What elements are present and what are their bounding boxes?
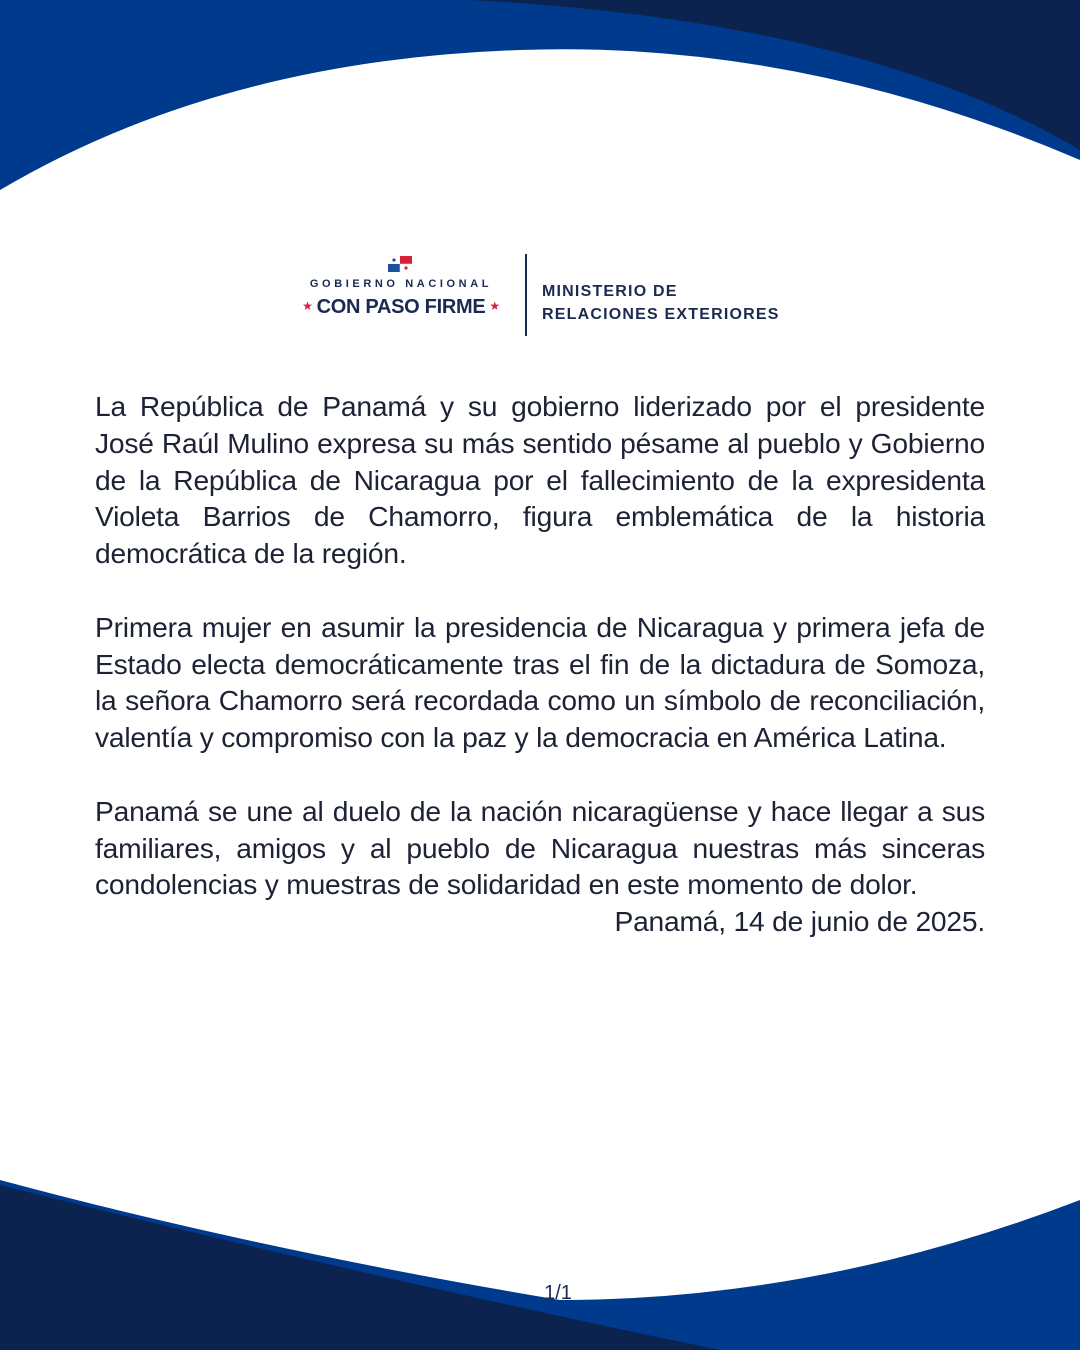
government-logo [288, 252, 514, 338]
gob-bottom-label: CON PASO FIRME [316, 296, 486, 318]
ministry-line-2: RELACIONES EXTERIORES [542, 306, 780, 323]
gob-top-text: GOBIERNO NACIONAL [309, 278, 493, 290]
star-icon: ★ [489, 299, 500, 313]
logo-divider [525, 254, 527, 336]
gob-bottom-text [288, 296, 514, 319]
paragraph-3: Panamá se une al duelo de la nación nicaragüense y hace llegar a sus familiares, amigos y al pueblo de Nicaragua nuestras más sinceras condolencias y muestras de solidaridad en este momento de dolor. [95, 794, 985, 901]
star-icon: ★ [302, 299, 313, 313]
ministry-line-1: MINISTERIO DE [542, 283, 678, 300]
panama-flag-icon [388, 256, 412, 272]
statement-body [95, 388, 985, 940]
ministry-logo [288, 252, 808, 338]
paragraph-2: Primera mujer en asumir la presidencia de Nicaragua y primera jefa de Estado electa democráticamente tras el fin de la dictadura de Somoza, la señora Chamorro será recordada como un símbolo de reconciliación, valentía y compromiso con la paz y la democracia en América Latina. [95, 610, 985, 754]
ministry-name [542, 280, 780, 326]
paragraph-1: La República de Panamá y su gobierno liderizado por el presidente José Raúl Mulino expresa su más sentido pésame al pueblo y Gobierno de la República de Nicaragua por el fallecimiento de la expresidenta Violeta Barrios de Chamorro, figura emblemática de la historia democrática de la región. [95, 390, 985, 570]
statement-date: Panamá, 14 de junio de 2025. [614, 905, 985, 938]
page-number: 1/1 [544, 1282, 572, 1304]
